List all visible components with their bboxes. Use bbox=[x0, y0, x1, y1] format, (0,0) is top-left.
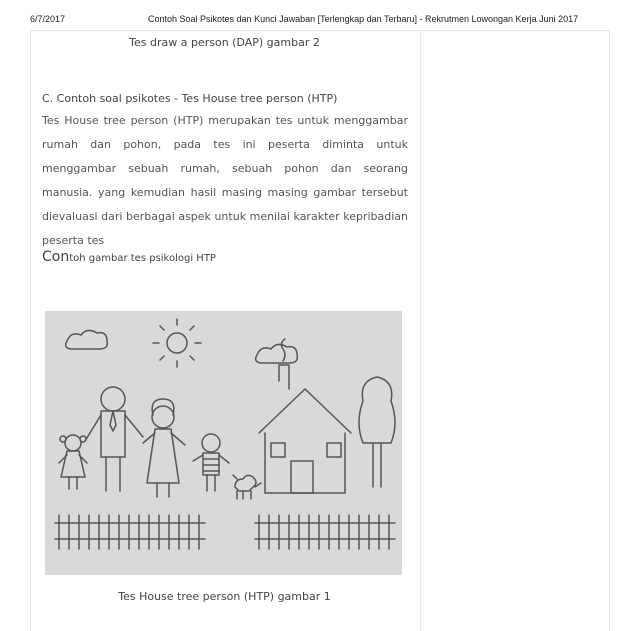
print-title: Contoh Soal Psikotes dan Kunci Jawaban [Terlengkap dan Terbaru] - Rekrutmen Lowongan Kerja Juni 2017 bbox=[148, 14, 579, 24]
htp-drawing-svg bbox=[45, 311, 402, 575]
htp-drawing-image bbox=[45, 311, 402, 575]
lead-text-small: toh gambar tes psikologi HTP bbox=[69, 253, 216, 264]
print-header bbox=[0, 14, 638, 28]
body-paragraph: Tes House tree person (HTP) merupakan tes untuk menggambar rumah dan pohon, pada tes ini peserta diminta untuk menggambar sebuah rumah, sebuah pohon dan seorang manusia. yang kemudian hasil masing masing gambar tersebut dievaluasi dari berbagai aspek untuk menilai karakter kepribadian peserta tes bbox=[42, 114, 408, 247]
sidebar-column bbox=[419, 30, 610, 631]
figure-caption-bottom: Tes House tree person (HTP) gambar 1 bbox=[118, 590, 331, 603]
section-title: C. Contoh soal psikotes - Tes House tree person (HTP) bbox=[42, 92, 338, 105]
print-date: 6/7/2017 bbox=[30, 14, 66, 24]
figure-lead-text bbox=[42, 246, 216, 265]
lead-text-large: Con bbox=[42, 249, 70, 265]
figure-caption-top: Tes draw a person (DAP) gambar 2 bbox=[129, 36, 320, 49]
